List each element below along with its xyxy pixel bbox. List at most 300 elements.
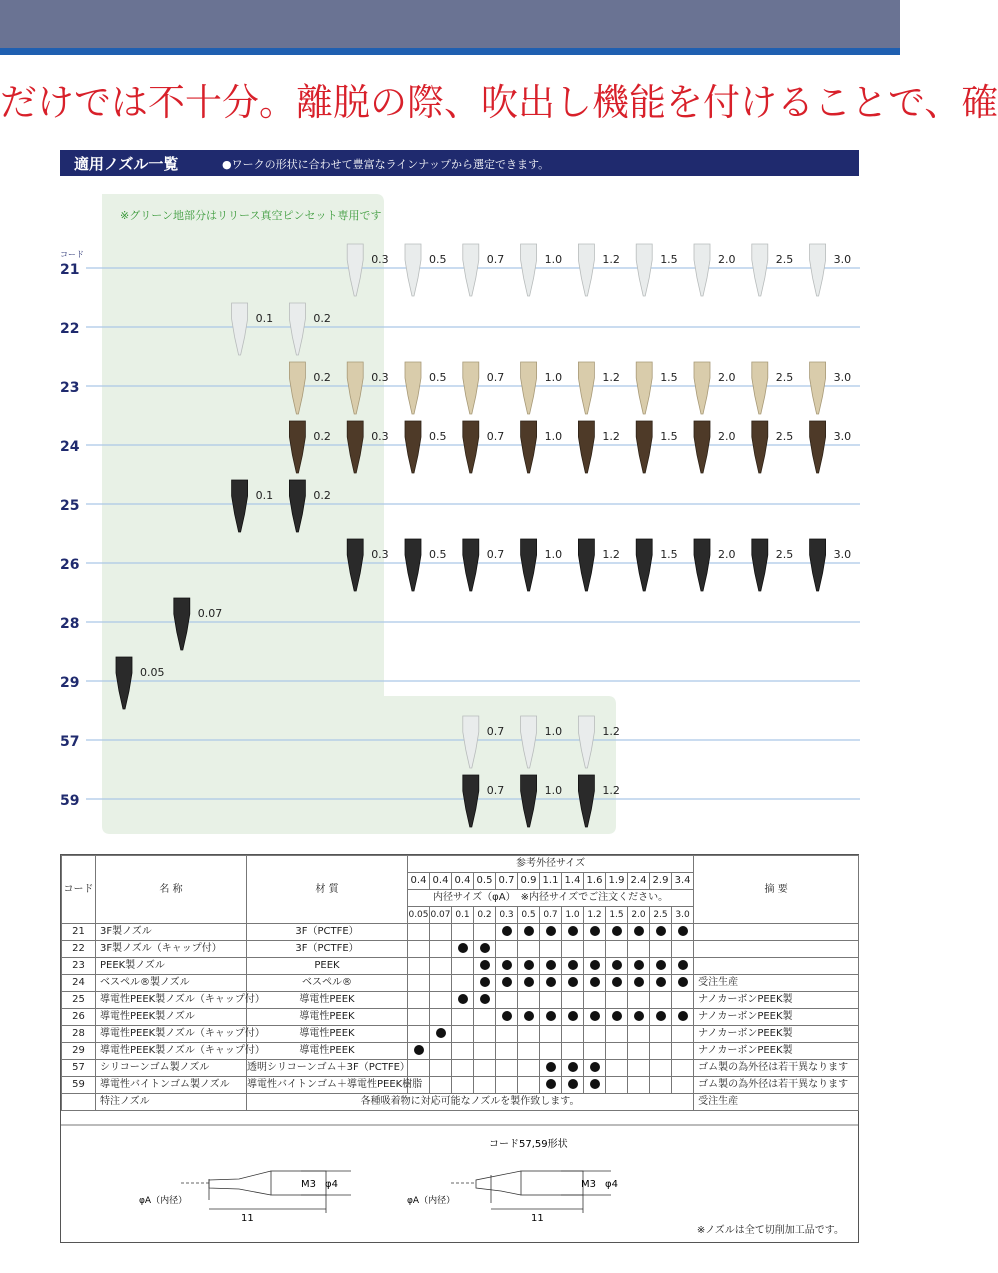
cell-code: 26: [62, 1009, 96, 1026]
cell-availability: [496, 924, 518, 941]
cell-availability: [672, 992, 694, 1009]
cell-availability: [562, 1009, 584, 1026]
th-inner-size: 0.5: [518, 907, 540, 924]
cell-availability: [540, 1077, 562, 1094]
cell-availability: [408, 924, 430, 941]
nozzle-size-label: 0.2: [313, 312, 331, 325]
cell-availability: [496, 1043, 518, 1060]
nozzle-size-label: 1.2: [602, 548, 620, 561]
nozzle-size-label: 0.07: [197, 607, 223, 620]
nozzle-shape: [463, 539, 479, 591]
cell-availability: [606, 1060, 628, 1077]
cell-code: 59: [62, 1077, 96, 1094]
nozzle-size-label: 2.5: [775, 548, 794, 561]
footnote: ※ノズルは全て切削加工品です。: [696, 1225, 844, 1236]
nozzle-chart: [0, 190, 900, 850]
cell-availability: [518, 1077, 540, 1094]
cell-availability: [672, 1077, 694, 1094]
nozzle-shape: [578, 539, 594, 591]
cell-availability: [408, 1060, 430, 1077]
cell-availability: [672, 924, 694, 941]
cell-availability: [628, 941, 650, 958]
th-outer-size: 0.4: [430, 873, 452, 890]
left-dim-phi4: φ4: [325, 1179, 338, 1190]
th-inner-size: 3.0: [672, 907, 694, 924]
cell-material: 導電性PEEK: [247, 1026, 408, 1043]
nozzle-shape: [752, 421, 768, 473]
cell-availability: [496, 975, 518, 992]
nozzle-shape: [521, 244, 537, 296]
th-inner-size: 0.05: [408, 907, 430, 924]
right-dim-phi4: φ4: [605, 1179, 618, 1190]
available-dot: [678, 977, 688, 987]
available-dot: [568, 1011, 578, 1021]
nozzle-size-label: 0.5: [429, 371, 447, 384]
available-dot: [634, 926, 644, 936]
available-dot: [678, 926, 688, 936]
cell-name: ベスペル®製ノズル: [96, 975, 247, 992]
right-dim-phiA: φA（内径）: [407, 1196, 456, 1206]
nozzle-size-label: 1.5: [660, 371, 678, 384]
cell-availability: [584, 924, 606, 941]
th-outer-size: 1.9: [606, 873, 628, 890]
available-dot: [634, 1011, 644, 1021]
nozzle-size-label: 1.0: [544, 371, 563, 384]
available-dot: [656, 977, 666, 987]
cell-availability: [650, 1077, 672, 1094]
cell-code: 28: [62, 1026, 96, 1043]
cell-material: 透明シリコーンゴム＋3F（PCTFE）: [247, 1060, 408, 1077]
nozzle-shape: [578, 362, 594, 414]
nozzle-size-label: 0.7: [486, 253, 505, 266]
cell-availability: [474, 924, 496, 941]
nozzle-size-label: 0.3: [371, 548, 389, 561]
cell-availability: [672, 1043, 694, 1060]
cell-availability: [584, 1043, 606, 1060]
cell-name: 3F製ノズル（キャップ付）: [96, 941, 247, 958]
available-dot: [546, 1011, 556, 1021]
spec-table-panel: [60, 854, 859, 1243]
cell-material: 導電性バイトンゴム＋導電性PEEK樹脂: [247, 1077, 408, 1094]
nozzle-size-label: 1.2: [602, 253, 620, 266]
cell-availability: [496, 941, 518, 958]
cell-availability: [584, 992, 606, 1009]
available-dot: [656, 960, 666, 970]
cell-name: 導電性PEEK製ノズル（キャップ付）: [96, 1026, 247, 1043]
headline: だけでは不十分。離脱の際、吹出し機能を付けることで、確: [0, 81, 998, 124]
cell-availability: [584, 1026, 606, 1043]
cell-availability: [650, 992, 672, 1009]
cell-availability: [562, 958, 584, 975]
table-row-special: [62, 1094, 859, 1111]
cell-availability: [430, 941, 452, 958]
top-blue-line: [0, 48, 900, 55]
cell-availability: [584, 1009, 606, 1026]
cell-availability: [474, 1077, 496, 1094]
cell-availability: [452, 1043, 474, 1060]
nozzle-shape: [752, 539, 768, 591]
cell-availability: [408, 1009, 430, 1026]
available-dot: [568, 1079, 578, 1089]
cell-availability: [606, 1077, 628, 1094]
nozzle-size-label: 1.2: [602, 430, 620, 443]
available-dot: [590, 1062, 600, 1072]
table-row: [62, 992, 859, 1009]
cell-code: 24: [62, 975, 96, 992]
cell-availability: [474, 941, 496, 958]
cell-availability: [430, 1077, 452, 1094]
th-outer-size: 3.4: [672, 873, 694, 890]
cell-availability: [606, 924, 628, 941]
nozzle-size-label: 1.0: [544, 725, 563, 738]
cell-code: [62, 1094, 96, 1111]
right-dim-11: 11: [531, 1213, 544, 1224]
available-dot: [612, 1011, 622, 1021]
nozzle-shape: [521, 421, 537, 473]
nozzle-shape: [636, 244, 652, 296]
available-dot: [480, 994, 490, 1004]
available-dot: [590, 1011, 600, 1021]
cell-availability: [650, 975, 672, 992]
nozzle-shape: [694, 362, 710, 414]
cell-availability: [474, 992, 496, 1009]
table-row: [62, 924, 859, 941]
top-band: [0, 0, 900, 48]
cell-summary: ナノカーボンPEEK製: [694, 1043, 859, 1060]
available-dot: [678, 960, 688, 970]
available-dot: [524, 926, 534, 936]
available-dot: [436, 1028, 446, 1038]
code-row-label: 25: [60, 498, 80, 514]
cell-code: 29: [62, 1043, 96, 1060]
cell-availability: [628, 1060, 650, 1077]
available-dot: [502, 1011, 512, 1021]
cell-availability: [628, 992, 650, 1009]
available-dot: [568, 926, 578, 936]
available-dot: [590, 977, 600, 987]
cell-availability: [518, 924, 540, 941]
left-dim-11: 11: [241, 1213, 254, 1224]
nozzle-size-label: 3.0: [833, 430, 852, 443]
cell-summary: ナノカーボンPEEK製: [694, 1009, 859, 1026]
th-code: コード: [62, 856, 96, 924]
nozzle-shape: [636, 421, 652, 473]
available-dot: [414, 1045, 424, 1055]
cell-summary: 受注生産: [694, 975, 859, 992]
cell-name: シリコーンゴム製ノズル: [96, 1060, 247, 1077]
cell-availability: [584, 1060, 606, 1077]
nozzle-size-label: 1.2: [602, 725, 620, 738]
available-dot: [568, 960, 578, 970]
nozzle-size-label: 0.3: [371, 371, 389, 384]
cell-availability: [672, 1060, 694, 1077]
cell-availability: [452, 941, 474, 958]
cell-availability: [408, 1043, 430, 1060]
cell-availability: [562, 1077, 584, 1094]
cell-code: 57: [62, 1060, 96, 1077]
cell-availability: [606, 958, 628, 975]
available-dot: [502, 926, 512, 936]
cell-availability: [408, 1026, 430, 1043]
cell-availability: [650, 1060, 672, 1077]
nozzle-shape: [694, 421, 710, 473]
nozzle-size-label: 3.0: [833, 253, 852, 266]
nozzle-size-label: 0.05: [140, 666, 165, 679]
cell-availability: [518, 975, 540, 992]
cell-availability: [474, 975, 496, 992]
available-dot: [524, 1011, 534, 1021]
nozzle-size-label: 0.2: [313, 430, 331, 443]
nozzle-shape: [752, 362, 768, 414]
th-inner-size: 0.07: [430, 907, 452, 924]
nozzle-shape: [405, 421, 421, 473]
nozzle-size-label: 2.5: [775, 253, 794, 266]
available-dot: [678, 1011, 688, 1021]
available-dot: [656, 926, 666, 936]
cell-availability: [606, 975, 628, 992]
nozzle-size-label: 2.5: [775, 371, 794, 384]
nozzle-size-label: 2.0: [718, 371, 736, 384]
section-note: ●ワークの形状に合わせて豊富なラインナップから選定できます。: [222, 158, 550, 171]
cell-availability: [474, 958, 496, 975]
available-dot: [612, 977, 622, 987]
cell-availability: [540, 941, 562, 958]
available-dot: [634, 977, 644, 987]
nozzle-size-label: 0.2: [313, 489, 331, 502]
cell-availability: [540, 992, 562, 1009]
nozzle-shape: [810, 539, 826, 591]
nozzle-size-label: 2.0: [718, 253, 736, 266]
available-dot: [546, 960, 556, 970]
th-outer-size: 1.6: [584, 873, 606, 890]
nozzle-size-label: 1.0: [544, 784, 563, 797]
table-row: [62, 1009, 859, 1026]
cell-availability: [430, 924, 452, 941]
nozzle-shape: [578, 421, 594, 473]
th-inner-size: 1.5: [606, 907, 628, 924]
section-title: 適用ノズル一覧: [74, 155, 179, 173]
cell-availability: [452, 975, 474, 992]
cell-special-note: 各種吸着物に対応可能なノズルを製作致します。: [247, 1094, 694, 1111]
cell-availability: [628, 924, 650, 941]
th-outer-size: 0.9: [518, 873, 540, 890]
nozzle-size-label: 3.0: [833, 548, 852, 561]
cell-availability: [452, 1026, 474, 1043]
cell-availability: [650, 1026, 672, 1043]
nozzle-size-label: 0.5: [429, 548, 447, 561]
nozzle-shape: [810, 244, 826, 296]
cell-name: 導電性PEEK製ノズル（キャップ付）: [96, 1043, 247, 1060]
th-inner-size: 0.2: [474, 907, 496, 924]
nozzle-shape: [521, 362, 537, 414]
cell-availability: [562, 941, 584, 958]
cell-availability: [650, 941, 672, 958]
cell-code: 21: [62, 924, 96, 941]
left-dim-phiA: φA（内径）: [139, 1196, 188, 1206]
cell-availability: [474, 1060, 496, 1077]
nozzle-shape: [752, 244, 768, 296]
cell-availability: [606, 1043, 628, 1060]
cell-summary: ナノカーボンPEEK製: [694, 1026, 859, 1043]
cell-name: 3F製ノズル: [96, 924, 247, 941]
cell-availability: [474, 1043, 496, 1060]
nozzle-shape: [463, 244, 479, 296]
cell-material: 3F（PCTFE）: [247, 924, 408, 941]
nozzle-size-label: 0.7: [486, 548, 505, 561]
cell-availability: [562, 992, 584, 1009]
available-dot: [568, 1062, 578, 1072]
table-row: [62, 958, 859, 975]
cell-availability: [496, 958, 518, 975]
cell-availability: [540, 924, 562, 941]
nozzle-size-label: 1.2: [602, 784, 620, 797]
nozzle-shape: [578, 244, 594, 296]
nozzle-shape: [463, 362, 479, 414]
cell-availability: [408, 975, 430, 992]
drawing-57-59: [451, 1171, 611, 1213]
th-outer-size: 0.4: [452, 873, 474, 890]
nozzle-shape: [636, 362, 652, 414]
available-dot: [546, 1062, 556, 1072]
nozzle-size-label: 0.7: [486, 784, 505, 797]
th-material: 材 質: [247, 856, 408, 924]
cell-availability: [496, 1077, 518, 1094]
drawing-standard: [181, 1171, 351, 1213]
cell-material: PEEK: [247, 958, 408, 975]
green-zone: [102, 194, 616, 834]
cell-availability: [408, 941, 430, 958]
th-inner-size: 2.5: [650, 907, 672, 924]
code-row-label: 23: [60, 380, 80, 396]
available-dot: [612, 960, 622, 970]
th-inner-size: 2.0: [628, 907, 650, 924]
available-dot: [590, 960, 600, 970]
nozzle-size-label: 1.2: [602, 371, 620, 384]
cell-availability: [562, 1060, 584, 1077]
nozzle-size-label: 1.5: [660, 430, 678, 443]
th-outer-size: 0.5: [474, 873, 496, 890]
cell-availability: [628, 958, 650, 975]
th-outer: 参考外径サイズ: [408, 856, 694, 873]
code-row-label: 29: [60, 675, 80, 691]
cell-availability: [518, 1043, 540, 1060]
available-dot: [502, 977, 512, 987]
available-dot: [502, 960, 512, 970]
cell-name: 導電性バイトンゴム製ノズル: [96, 1077, 247, 1094]
available-dot: [612, 926, 622, 936]
nozzle-shape: [810, 362, 826, 414]
cell-availability: [606, 941, 628, 958]
code-row-label: 24: [60, 439, 80, 455]
th-name: 名 称: [96, 856, 247, 924]
table-row: [62, 941, 859, 958]
cell-availability: [408, 958, 430, 975]
cell-availability: [650, 1009, 672, 1026]
th-outer-size: 0.4: [408, 873, 430, 890]
nozzle-size-label: 0.3: [371, 430, 389, 443]
cell-code: 25: [62, 992, 96, 1009]
available-dot: [546, 1079, 556, 1089]
available-dot: [458, 943, 468, 953]
cell-availability: [518, 1060, 540, 1077]
cell-availability: [430, 992, 452, 1009]
th-outer-size: 0.7: [496, 873, 518, 890]
available-dot: [590, 926, 600, 936]
cell-availability: [628, 975, 650, 992]
cell-code: 22: [62, 941, 96, 958]
cell-availability: [562, 924, 584, 941]
cell-availability: [672, 1026, 694, 1043]
cell-availability: [430, 958, 452, 975]
left-dim-m3: M3: [301, 1179, 316, 1190]
nozzle-size-label: 2.5: [775, 430, 794, 443]
nozzle-size-label: 1.5: [660, 253, 678, 266]
available-dot: [458, 994, 468, 1004]
cell-availability: [430, 1009, 452, 1026]
cell-availability: [430, 1026, 452, 1043]
th-outer-size: 2.9: [650, 873, 672, 890]
cell-summary: [694, 924, 859, 941]
cell-summary: [694, 958, 859, 975]
nozzle-size-label: 1.5: [660, 548, 678, 561]
cell-material: 導電性PEEK: [247, 1043, 408, 1060]
cell-summary: ゴム製の為外径は若干異なります: [694, 1077, 859, 1094]
available-dot: [546, 926, 556, 936]
cell-availability: [672, 1009, 694, 1026]
cell-availability: [650, 958, 672, 975]
cell-availability: [606, 1026, 628, 1043]
right-dim-m3: M3: [581, 1179, 596, 1190]
available-dot: [568, 977, 578, 987]
cell-name: 導電性PEEK製ノズル: [96, 1009, 247, 1026]
nozzle-size-label: 0.2: [313, 371, 331, 384]
cell-availability: [606, 992, 628, 1009]
cell-name: 特注ノズル: [96, 1094, 247, 1111]
available-dot: [524, 960, 534, 970]
cell-availability: [452, 1060, 474, 1077]
spec-table: [61, 855, 859, 1111]
cell-material: 3F（PCTFE）: [247, 941, 408, 958]
table-row: [62, 1026, 859, 1043]
code-row-label: 28: [60, 616, 80, 632]
cell-availability: [650, 1043, 672, 1060]
cell-availability: [672, 975, 694, 992]
th-inner: 内径サイズ（φA） ※内径サイズでご注文ください。: [408, 890, 694, 907]
cell-summary: ナノカーボンPEEK製: [694, 992, 859, 1009]
th-outer-size: 2.4: [628, 873, 650, 890]
table-row: [62, 975, 859, 992]
cell-availability: [518, 941, 540, 958]
nozzle-size-label: 0.7: [486, 430, 505, 443]
available-dot: [524, 977, 534, 987]
available-dot: [546, 977, 556, 987]
code-row-label: 26: [60, 557, 80, 573]
cell-availability: [562, 1043, 584, 1060]
th-inner-size: 0.7: [540, 907, 562, 924]
nozzle-size-label: 2.0: [718, 430, 736, 443]
nozzle-size-label: 1.0: [544, 430, 563, 443]
code-header: コード: [60, 250, 84, 259]
code-row-label: 59: [60, 793, 80, 809]
cell-availability: [628, 1077, 650, 1094]
nozzle-shape: [694, 539, 710, 591]
cell-name: PEEK製ノズル: [96, 958, 247, 975]
cell-availability: [474, 1009, 496, 1026]
cell-availability: [452, 958, 474, 975]
nozzle-size-label: 0.5: [429, 430, 447, 443]
th-summary: 摘 要: [694, 856, 859, 924]
nozzle-size-label: 0.5: [429, 253, 447, 266]
